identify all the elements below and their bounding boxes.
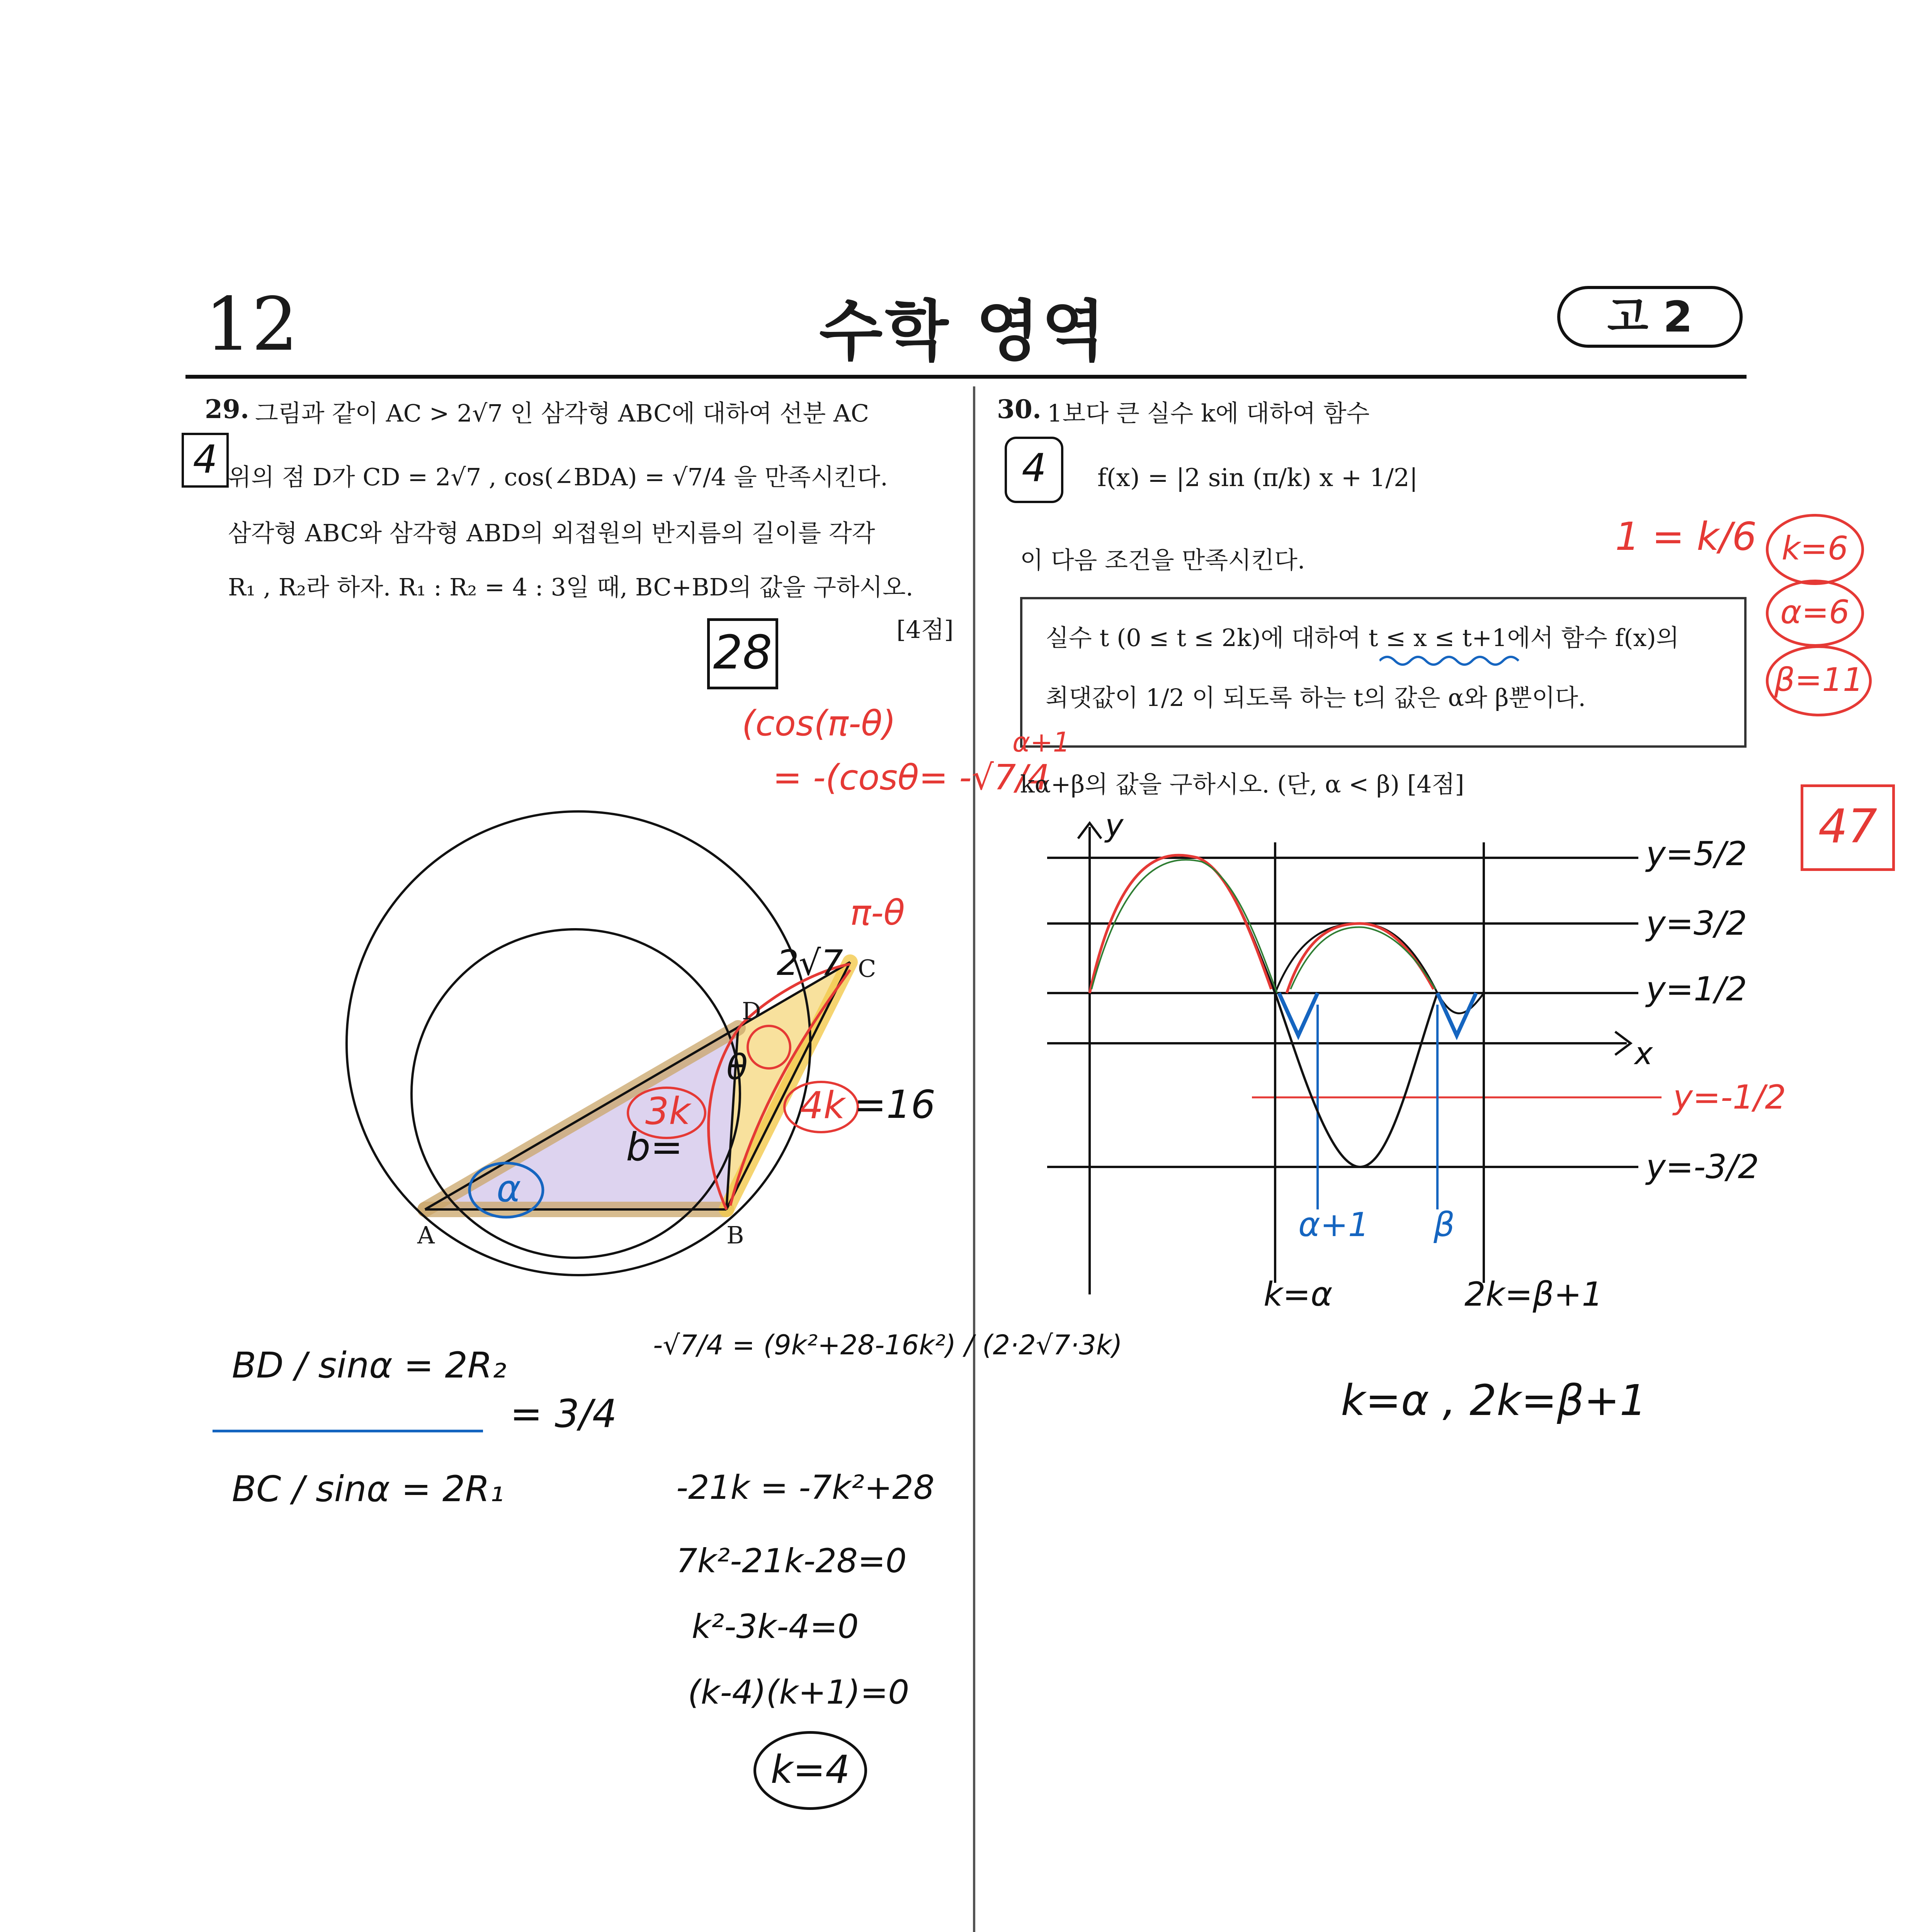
- graph-label-beta: β: [1434, 1206, 1455, 1244]
- column-divider: [973, 386, 975, 1932]
- q30-summary: k=α , 2k=β+1: [1341, 1376, 1647, 1425]
- q29-boxed-mark: [182, 433, 229, 488]
- page-number: 12: [205, 282, 298, 367]
- q29-work4: k²-3k-4=0: [692, 1607, 859, 1646]
- label-a: A: [417, 1221, 435, 1249]
- q29-pi-theta: π-θ: [850, 893, 905, 933]
- q29-line4: R₁ , R₂라 하자. R₁ : R₂ = 4 : 3일 때, BC+BD의 값을 구하시오.: [228, 573, 913, 601]
- q30-condition-box: [1020, 597, 1747, 748]
- q30-red-alpha-plus1: α+1: [1012, 726, 1070, 758]
- q29-frac1: BD / sinα = 2R₂: [232, 1345, 507, 1386]
- q30-line2: 이 다음 조건을 만족시킨다.: [1020, 546, 1305, 574]
- q30-question: kα+β의 값을 구하시오. (단, α < β) [4점]: [1020, 770, 1464, 798]
- blue-v-right: [1437, 993, 1476, 1036]
- label-d: D: [742, 997, 761, 1025]
- q30-function: f(x) = |2 sin (π/k) x + 1/2|: [1097, 464, 1418, 492]
- q29-16: =16: [854, 1082, 936, 1127]
- label-b: B: [726, 1221, 744, 1249]
- q30-boxed-mark: [1005, 437, 1063, 503]
- header-rule: [185, 375, 1747, 379]
- q30-wavy-underline: [1379, 653, 1526, 668]
- grade-badge: [1557, 286, 1743, 348]
- graph-axis-x: x: [1634, 1036, 1653, 1071]
- q30-red-answer: [1801, 784, 1895, 871]
- q29-work6-text: k=4: [770, 1747, 850, 1792]
- q29-4k: 4k: [800, 1084, 845, 1127]
- q29-work1: -√7/4 = (9k²+28-16k²) / (2·2√7·3k): [653, 1329, 1122, 1361]
- blue-v-left: [1279, 993, 1318, 1036]
- curve-black: [1090, 855, 1437, 1167]
- q29-eq-34: = 3/4: [510, 1391, 617, 1436]
- q29-red-cos2: = -(cosθ= -√7/4: [773, 757, 1050, 798]
- q30-red-beta11: [1766, 645, 1872, 716]
- curve-green-2: [1291, 927, 1435, 989]
- q30-cond-line2: 최댓값이 1/2 이 되도록 하는 t의 값은 α와 β뿐이다.: [1046, 684, 1586, 712]
- q30-red-k6-text: k=6: [1781, 529, 1849, 567]
- q29-alpha: α: [497, 1167, 521, 1210]
- graph-label-y32: y=3/2: [1646, 904, 1747, 943]
- subject-title: 수학 영역: [819, 293, 1108, 370]
- q29-line3: 삼각형 ABC와 삼각형 ABD의 외접원의 반지름의 길이를 각각: [228, 519, 875, 547]
- q29-frac2: BC / sinα = 2R₁: [232, 1468, 504, 1510]
- q30-cond-line1: 실수 t (0 ≤ t ≤ 2k)에 대하여 t ≤ x ≤ t+1에서 함수 f(x)의: [1046, 624, 1679, 652]
- graph-label-yneg32: y=-3/2: [1646, 1148, 1759, 1186]
- q29-number: 29.: [205, 394, 249, 424]
- graph-label-y12: y=1/2: [1646, 970, 1747, 1009]
- q29-fraction-bar: [213, 1430, 483, 1432]
- q29-work3: 7k²-21k-28=0: [676, 1542, 907, 1580]
- q29-boxed-mark-text: 4: [193, 437, 218, 482]
- grade-badge-label: 고 2: [1607, 292, 1693, 342]
- q30-red-answer-text: 47: [1818, 800, 1878, 854]
- q29-theta: θ: [726, 1047, 748, 1088]
- graph-label-2k: 2k=β+1: [1464, 1275, 1603, 1314]
- q30-red-eq: 1 = k/6: [1615, 514, 1757, 559]
- q29-3k: 3k: [645, 1090, 690, 1133]
- q29-boxed-answer: [707, 618, 778, 689]
- q29-work2: -21k = -7k²+28: [676, 1468, 935, 1507]
- q29-line1: 그림과 같이 AC > 2√7 인 삼각형 ABC에 대하여 선분 AC: [255, 399, 869, 427]
- q29-b-eq: b=: [626, 1124, 683, 1170]
- graph-axis-y: y: [1105, 808, 1124, 844]
- q29-work5: (k-4)(k+1)=0: [688, 1673, 910, 1712]
- q29-boxed-answer-text: 28: [713, 626, 772, 680]
- q30-red-k6: [1766, 514, 1864, 585]
- q29-red-cos: (cos(π-θ): [742, 703, 896, 744]
- curve-red-2: [1287, 923, 1434, 993]
- q29-line2: 위의 점 D가 CD = 2√7 , cos(∠BDA) = √7/4 을 만족시킨다.: [228, 463, 888, 491]
- curve-black-2: [1275, 923, 1484, 1014]
- q30-red-beta11-text: β=11: [1774, 661, 1864, 699]
- q29-figure: [301, 753, 958, 1294]
- q30-number: 30.: [997, 394, 1041, 424]
- q29-points: [4점]: [896, 616, 954, 644]
- q30-line1: 1보다 큰 실수 k에 대하여 함수: [1047, 399, 1370, 427]
- graph-label-y52: y=5/2: [1646, 835, 1747, 873]
- graph-label-yneg12: y=-1/2: [1673, 1078, 1786, 1117]
- graph-label-k-alpha: k=α: [1264, 1275, 1333, 1314]
- q30-boxed-mark-text: 4: [1022, 445, 1046, 490]
- q30-red-alpha6: [1766, 580, 1864, 647]
- q30-red-alpha6-text: α=6: [1780, 593, 1850, 631]
- label-c: C: [858, 954, 876, 983]
- q29-work6: [753, 1731, 867, 1810]
- q29-2root7: 2√7: [777, 943, 843, 983]
- graph-label-alpha1: α+1: [1298, 1206, 1369, 1244]
